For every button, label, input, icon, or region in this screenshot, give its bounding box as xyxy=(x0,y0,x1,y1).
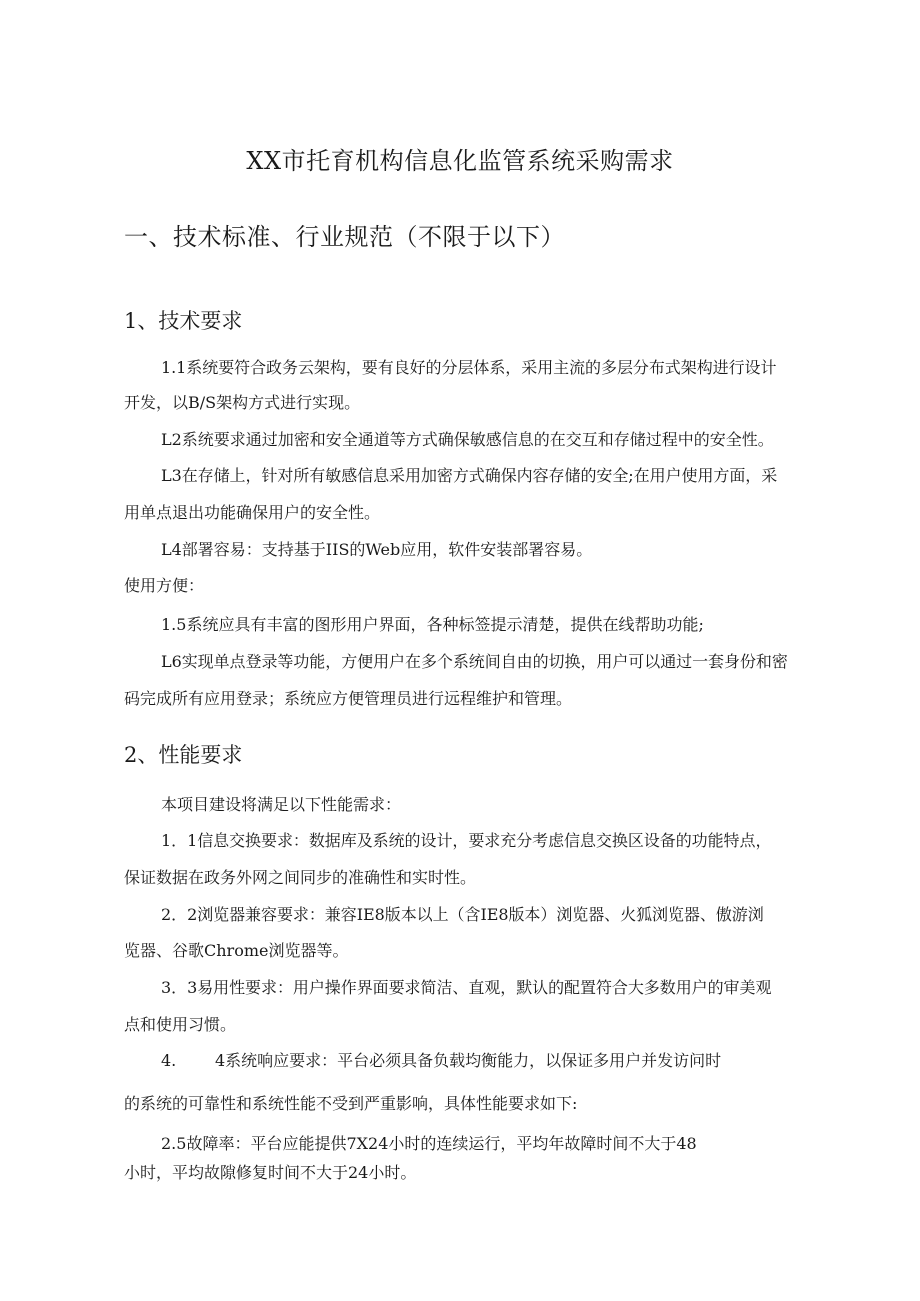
paragraph-1-2: L2系统要求通过加密和安全通道等方式确保敏感信息的在交互和存储过程中的安全性。 xyxy=(161,430,774,449)
paragraph-2-2-line-2: 览器、谷歌Chrome浏览器等。 xyxy=(124,941,349,960)
paragraph-2-3-line-1: 3．3易用性要求：用户操作界面要求简洁、直观，默认的配置符合大多数用户的审美观 xyxy=(161,978,772,997)
paragraph-1-5: 1.5系统应具有丰富的图形用户界面，各种标签提示清楚，提供在线帮助功能; xyxy=(161,615,704,634)
subsection-2-heading: 2、性能要求 xyxy=(124,743,243,767)
performance-intro: 本项目建设将满足以下性能需求： xyxy=(161,795,402,814)
paragraph-1-6-line-1: L6实现单点登录等功能，方便用户在多个系统间自由的切换，用户可以通过一套身份和密 xyxy=(161,652,788,671)
paragraph-2-4-line-2: 的系统的可靠性和系统性能不受到严重影响，具体性能要求如下: xyxy=(124,1094,578,1113)
paragraph-2-1-line-1: 1．1信息交换要求：数据库及系统的设计，要求充分考虑信息交换区设备的功能特点， xyxy=(161,831,772,850)
paragraph-2-1-line-2: 保证数据在政务外网之间同步的准确性和实时性。 xyxy=(124,868,477,887)
subsection-1-heading: 1、技术要求 xyxy=(124,309,243,333)
paragraph-1-1-line-1: 1.1系统要符合政务云架构，要有良好的分层体系，采用主流的多层分布式架构进行设计 xyxy=(161,358,777,377)
paragraph-2-5-line-2: 小时，平均故隙修复时间不大于24小时。 xyxy=(124,1163,417,1182)
paragraph-1-1-line-2: 开发，以B/S架构方式进行实现。 xyxy=(124,393,361,412)
paragraph-1-3-line-2: 用单点退出功能确保用户的安全性。 xyxy=(124,503,381,522)
paragraph-1-4: L4部署容易：支持基于IIS的Web应用，软件安装部署容易。 xyxy=(161,540,593,559)
paragraph-2-2-line-1: 2．2浏览器兼容要求：兼容IE8版本以上（含IE8版本）浏览器、火狐浏览器、傲游浏 xyxy=(161,905,764,924)
paragraph-2-4-line-1: 4系统响应要求：平台必须具备负载均衡能力，以保证多用户并发访问时 xyxy=(215,1051,722,1070)
paragraph-1-6-line-2: 码完成所有应用登录；系统应方便管理员进行远程维护和管理。 xyxy=(124,689,573,708)
paragraph-1-3-line-1: L3在存储上，针对所有敏感信息采用加密方式确保内容存储的安全;在用户使用方面，采 xyxy=(161,466,778,485)
document-title: XX市托育机构信息化监管系统采购需求 xyxy=(246,147,674,175)
paragraph-2-5-line-1: 2.5故障率：平台应能提供7X24小时的连续运行，平均年故障时间不大于48 xyxy=(161,1134,697,1153)
paragraph-2-4-number: 4. xyxy=(161,1051,177,1070)
paragraph-usability-label: 使用方便： xyxy=(124,576,205,595)
section-1-heading: 一、技术标准、行业规范（不限于以下） xyxy=(124,223,565,251)
paragraph-2-3-line-2: 点和使用习惯。 xyxy=(124,1015,237,1034)
